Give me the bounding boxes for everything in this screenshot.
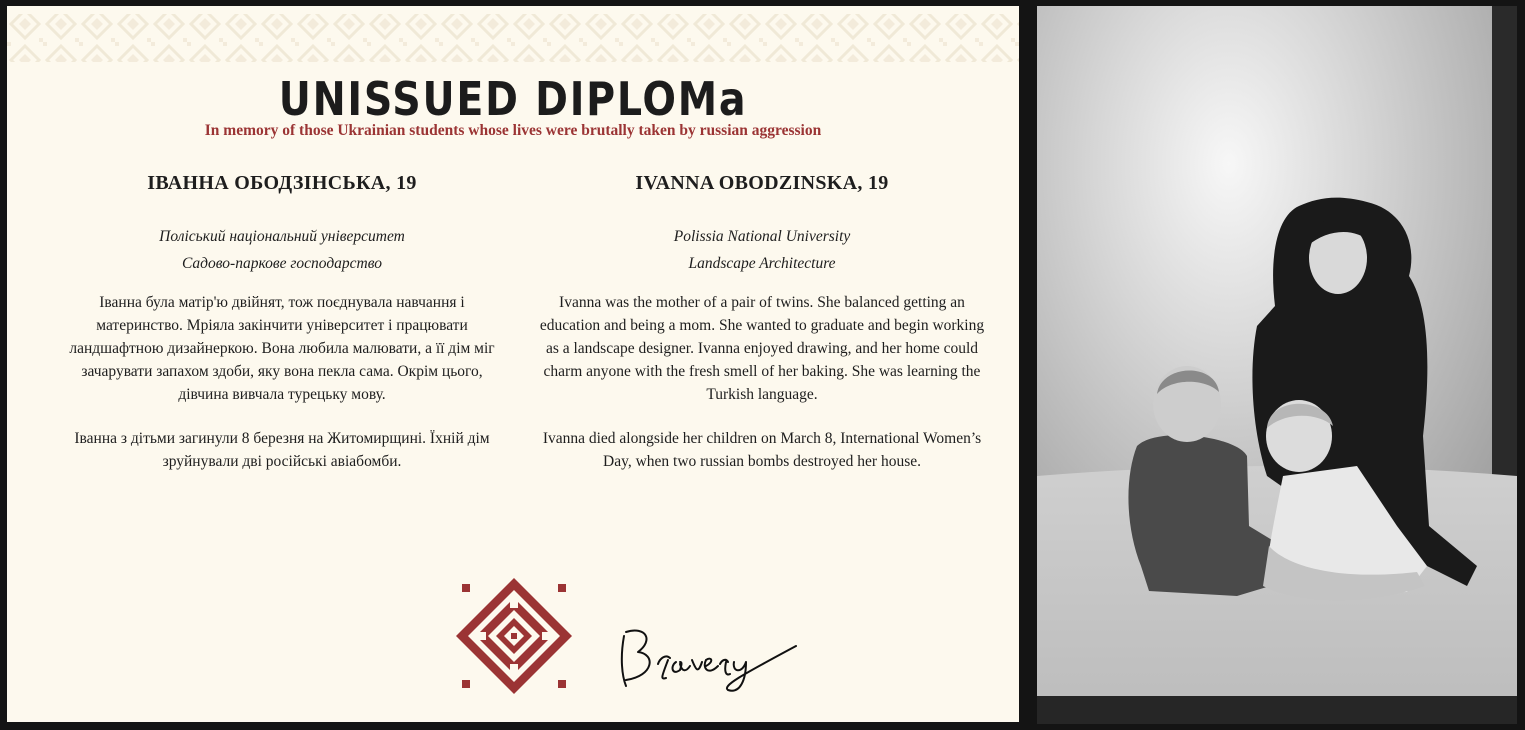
- biography-ua: Іванна була матір'ю двійнят, тож поєднувала навчання і материнство. Мріяла закінчити університет і працювати ландшафтною дизайнеркою. Вона любила малювати, а її дім міг зачарувати запахом здоби, яку вона пекла сама. Окрім цього, дівчина вивчала турецьку мову.: [69, 294, 495, 403]
- university-ua: Поліський національний університет: [159, 228, 405, 245]
- memorial-photo: [1037, 6, 1517, 724]
- specialty-en: Landscape Architecture: [688, 255, 836, 272]
- death-note-en: Ivanna died alongside her children on March 8, International Women’s Day, when two russian bombs destroyed her house.: [542, 430, 982, 470]
- biography-en: Ivanna was the mother of a pair of twins. She balanced getting an education and being a mom. She wanted to graduate and begin working as a landscape designer. Ivanna enjoyed drawing, and her home could charm anyone with the fresh smell of her baking. She was learning the Turkish language.: [539, 294, 985, 403]
- page-title: UNISSUED DIPLOMa: [278, 72, 748, 126]
- english-column: [527, 170, 997, 473]
- embroidery-emblem-icon: [454, 576, 574, 696]
- diploma-card: [7, 6, 1019, 722]
- page-subtitle: In memory of those Ukrainian students whose lives were brutally taken by russian aggression: [204, 122, 822, 139]
- family-photo-image: [1037, 6, 1517, 724]
- ukrainian-column: [47, 170, 517, 473]
- student-name-en: IVANNA OBODZINSKA, 19: [635, 172, 889, 194]
- university-en: Polissia National University: [673, 228, 851, 245]
- embroidery-border: [7, 6, 1019, 66]
- student-name-ua: ІВАННА ОБОДЗІНСЬКА, 19: [147, 172, 417, 194]
- signature-bravery: [610, 618, 800, 698]
- specialty-ua: Садово-паркове господарство: [181, 255, 383, 272]
- death-note-ua: Іванна з дітьми загинули 8 березня на Житомирщині. Їхній дім зруйнували дві російські авіабомби.: [74, 430, 490, 470]
